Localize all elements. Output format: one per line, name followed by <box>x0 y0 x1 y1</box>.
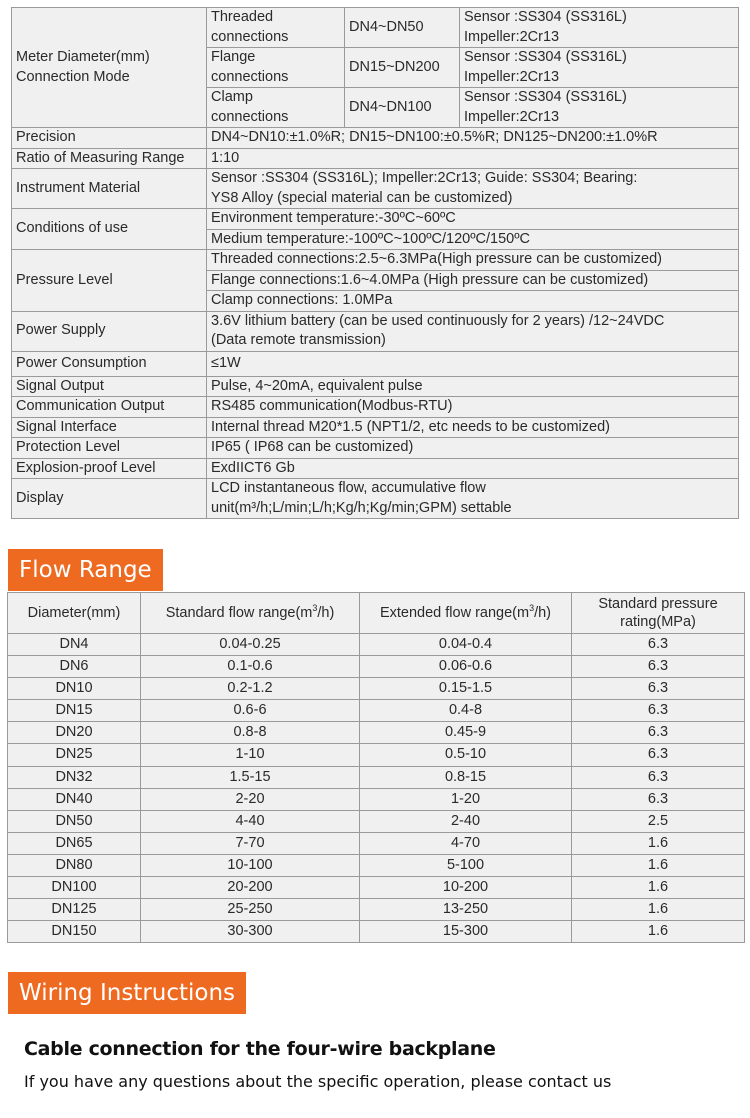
standard-flow-cell: 4-40 <box>141 810 360 832</box>
diameter-cell: DN4 <box>8 634 141 656</box>
table-row <box>8 634 745 656</box>
protection-value: IP65 ( IP68 can be customized) <box>207 438 739 459</box>
diameter-cell: DN6 <box>8 656 141 678</box>
table-row <box>8 678 745 700</box>
table-row <box>8 899 745 921</box>
connection-type: Threaded connections <box>207 8 345 48</box>
standard-flow-cell: 7-70 <box>141 832 360 854</box>
signal-output-value: Pulse, 4~20mA, equivalent pulse <box>207 376 739 397</box>
spec-row-protection <box>12 438 739 459</box>
pressure-cell: 1.6 <box>572 854 745 876</box>
pressure-cell: 6.3 <box>572 678 745 700</box>
flow-header-row <box>8 593 745 634</box>
precision-label: Precision <box>12 128 207 149</box>
table-row <box>8 722 745 744</box>
extended-flow-cell: 1-20 <box>360 788 572 810</box>
standard-flow-cell: 1-10 <box>141 744 360 766</box>
diameter-cell: DN100 <box>8 877 141 899</box>
protection-label: Protection Level <box>12 438 207 459</box>
standard-flow-cell: 0.8-8 <box>141 722 360 744</box>
standard-flow-cell: 1.5-15 <box>141 766 360 788</box>
contact-note: If you have any questions about the specific operation, please contact us <box>24 1072 612 1091</box>
connection-range: DN15~DN200 <box>345 48 460 88</box>
standard-flow-cell: 0.04-0.25 <box>141 634 360 656</box>
extended-flow-cell: 0.8-15 <box>360 766 572 788</box>
standard-flow-cell: 30-300 <box>141 921 360 943</box>
standard-flow-cell: 0.6-6 <box>141 700 360 722</box>
pressure-cell: 6.3 <box>572 722 745 744</box>
extended-flow-cell: 0.45-9 <box>360 722 572 744</box>
spec-row-signal-interface <box>12 417 739 438</box>
flow-range-heading: Flow Range <box>8 549 163 591</box>
extended-flow-cell: 0.06-0.6 <box>360 656 572 678</box>
table-row <box>8 700 745 722</box>
table-row <box>8 788 745 810</box>
extended-flow-cell: 15-300 <box>360 921 572 943</box>
spec-row-display <box>12 479 739 519</box>
extended-flow-cell: 0.4-8 <box>360 700 572 722</box>
pressure-cell: 6.3 <box>572 788 745 810</box>
extended-flow-cell: 0.15-1.5 <box>360 678 572 700</box>
table-row <box>8 766 745 788</box>
table-row <box>8 744 745 766</box>
standard-flow-header: Standard flow $range(m^3/h)$ <box>141 593 360 634</box>
conditions-label: Conditions of use <box>12 209 207 250</box>
pressure-cell: 6.3 <box>572 656 745 678</box>
pressure-flange: Flange connections:1.6~4.0MPa (High pressure can be customized) <box>207 270 739 291</box>
ratio-value: 1:10 <box>207 148 739 169</box>
extended-flow-cell: 2-40 <box>360 810 572 832</box>
table-row <box>8 656 745 678</box>
diameter-cell: DN10 <box>8 678 141 700</box>
pressure-label: Pressure Level <box>12 250 207 312</box>
connection-range: DN4~DN50 <box>345 8 460 48</box>
diameter-cell: DN65 <box>8 832 141 854</box>
standard-flow-cell: 10-100 <box>141 854 360 876</box>
spec-row-precision <box>12 128 739 149</box>
power-supply-value: 3.6V lithium battery (can be used continuously for 2 years) /12~24VDC (Data remote transmission) <box>207 311 739 351</box>
connection-material: Sensor :SS304 (SS316L) Impeller:2Cr13 <box>460 8 739 48</box>
pressure-cell: 6.3 <box>572 744 745 766</box>
signal-interface-value: Internal thread M20*1.5 (NPT1/2, etc needs to be customized) <box>207 417 739 438</box>
signal-interface-label: Signal Interface <box>12 417 207 438</box>
standard-flow-cell: 25-250 <box>141 899 360 921</box>
ratio-label: Ratio of Measuring Range <box>12 148 207 169</box>
display-label: Display <box>12 479 207 519</box>
diameter-cell: DN125 <box>8 899 141 921</box>
diameter-header: Diameter(mm) <box>8 593 141 634</box>
material-value: Sensor :SS304 (SS316L); Impeller:2Cr13; Guide: SS304; Bearing: YS8 Alloy (special material can be customized) <box>207 169 739 209</box>
spec-row-meter-threaded <box>12 8 739 48</box>
pressure-cell: 1.6 <box>572 832 745 854</box>
table-row <box>8 921 745 943</box>
display-value: LCD instantaneous flow, accumulative flow unit(m³/h;L/min;L/h;Kg/h;Kg/min;GPM) settable <box>207 479 739 519</box>
communication-value: RS485 communication(Modbus-RTU) <box>207 397 739 418</box>
explosion-value: ExdIICT6 Gb <box>207 458 739 479</box>
pressure-cell: 6.3 <box>572 634 745 656</box>
extended-flow-cell: 13-250 <box>360 899 572 921</box>
pressure-threaded: Threaded connections:2.5~6.3MPa(High pressure can be customized) <box>207 250 739 271</box>
extended-flow-header: Extended flow $range(m^3/h)$ <box>360 593 572 634</box>
extended-flow-cell: 0.5-10 <box>360 744 572 766</box>
power-consumption-value: ≤1W <box>207 351 739 376</box>
spec-table <box>11 7 739 519</box>
connection-material: Sensor :SS304 (SS316L) Impeller:2Cr13 <box>460 88 739 128</box>
connection-type: Flange connections <box>207 48 345 88</box>
meter-diameter-label: Meter Diameter(mm) Connection Mode <box>12 8 207 128</box>
flow-range-table <box>7 592 745 943</box>
diameter-cell: DN20 <box>8 722 141 744</box>
spec-row-signal-output <box>12 376 739 397</box>
medium-temperature: Medium temperature:-100ºC~100ºC/120ºC/150ºC <box>207 229 739 250</box>
connection-type: Clamp connections <box>207 88 345 128</box>
power-supply-label: Power Supply <box>12 311 207 351</box>
material-label: Instrument Material <box>12 169 207 209</box>
standard-flow-cell: 20-200 <box>141 877 360 899</box>
diameter-cell: DN40 <box>8 788 141 810</box>
pressure-cell: 6.3 <box>572 766 745 788</box>
diameter-cell: DN32 <box>8 766 141 788</box>
spec-row-pressure-threaded <box>12 250 739 271</box>
extended-flow-cell: 10-200 <box>360 877 572 899</box>
diameter-cell: DN80 <box>8 854 141 876</box>
table-row <box>8 810 745 832</box>
wiring-instructions-heading: Wiring Instructions <box>8 972 246 1014</box>
explosion-label: Explosion-proof Level <box>12 458 207 479</box>
spec-row-ratio <box>12 148 739 169</box>
diameter-cell: DN150 <box>8 921 141 943</box>
diameter-cell: DN15 <box>8 700 141 722</box>
cable-connection-title: Cable connection for the four-wire backplane <box>24 1038 496 1060</box>
pressure-cell: 1.6 <box>572 921 745 943</box>
spec-row-power-consumption <box>12 351 739 376</box>
table-row <box>8 877 745 899</box>
spec-row-communication <box>12 397 739 418</box>
standard-flow-cell: 0.1-0.6 <box>141 656 360 678</box>
signal-output-label: Signal Output <box>12 376 207 397</box>
spec-row-explosion <box>12 458 739 479</box>
extended-flow-cell: 4-70 <box>360 832 572 854</box>
environment-temperature: Environment temperature:-30ºC~60ºC <box>207 209 739 230</box>
extended-flow-cell: 0.04-0.4 <box>360 634 572 656</box>
spec-row-conditions-env <box>12 209 739 230</box>
pressure-cell: 1.6 <box>572 899 745 921</box>
pressure-clamp: Clamp connections: 1.0MPa <box>207 291 739 312</box>
table-row <box>8 854 745 876</box>
pressure-cell: 2.5 <box>572 810 745 832</box>
diameter-cell: DN50 <box>8 810 141 832</box>
spec-row-power-supply <box>12 311 739 351</box>
connection-range: DN4~DN100 <box>345 88 460 128</box>
precision-value: DN4~DN10:±1.0%R; DN15~DN100:±0.5%R; DN125~DN200:±1.0%R <box>207 128 739 149</box>
spec-row-material <box>12 169 739 209</box>
communication-label: Communication Output <box>12 397 207 418</box>
table-row <box>8 832 745 854</box>
pressure-cell: 6.3 <box>572 700 745 722</box>
pressure-rating-header: Standard pressure rating(MPa) <box>572 593 745 634</box>
pressure-cell: 1.6 <box>572 877 745 899</box>
diameter-cell: DN25 <box>8 744 141 766</box>
standard-flow-cell: 2-20 <box>141 788 360 810</box>
connection-material: Sensor :SS304 (SS316L) Impeller:2Cr13 <box>460 48 739 88</box>
power-consumption-label: Power Consumption <box>12 351 207 376</box>
extended-flow-cell: 5-100 <box>360 854 572 876</box>
standard-flow-cell: 0.2-1.2 <box>141 678 360 700</box>
